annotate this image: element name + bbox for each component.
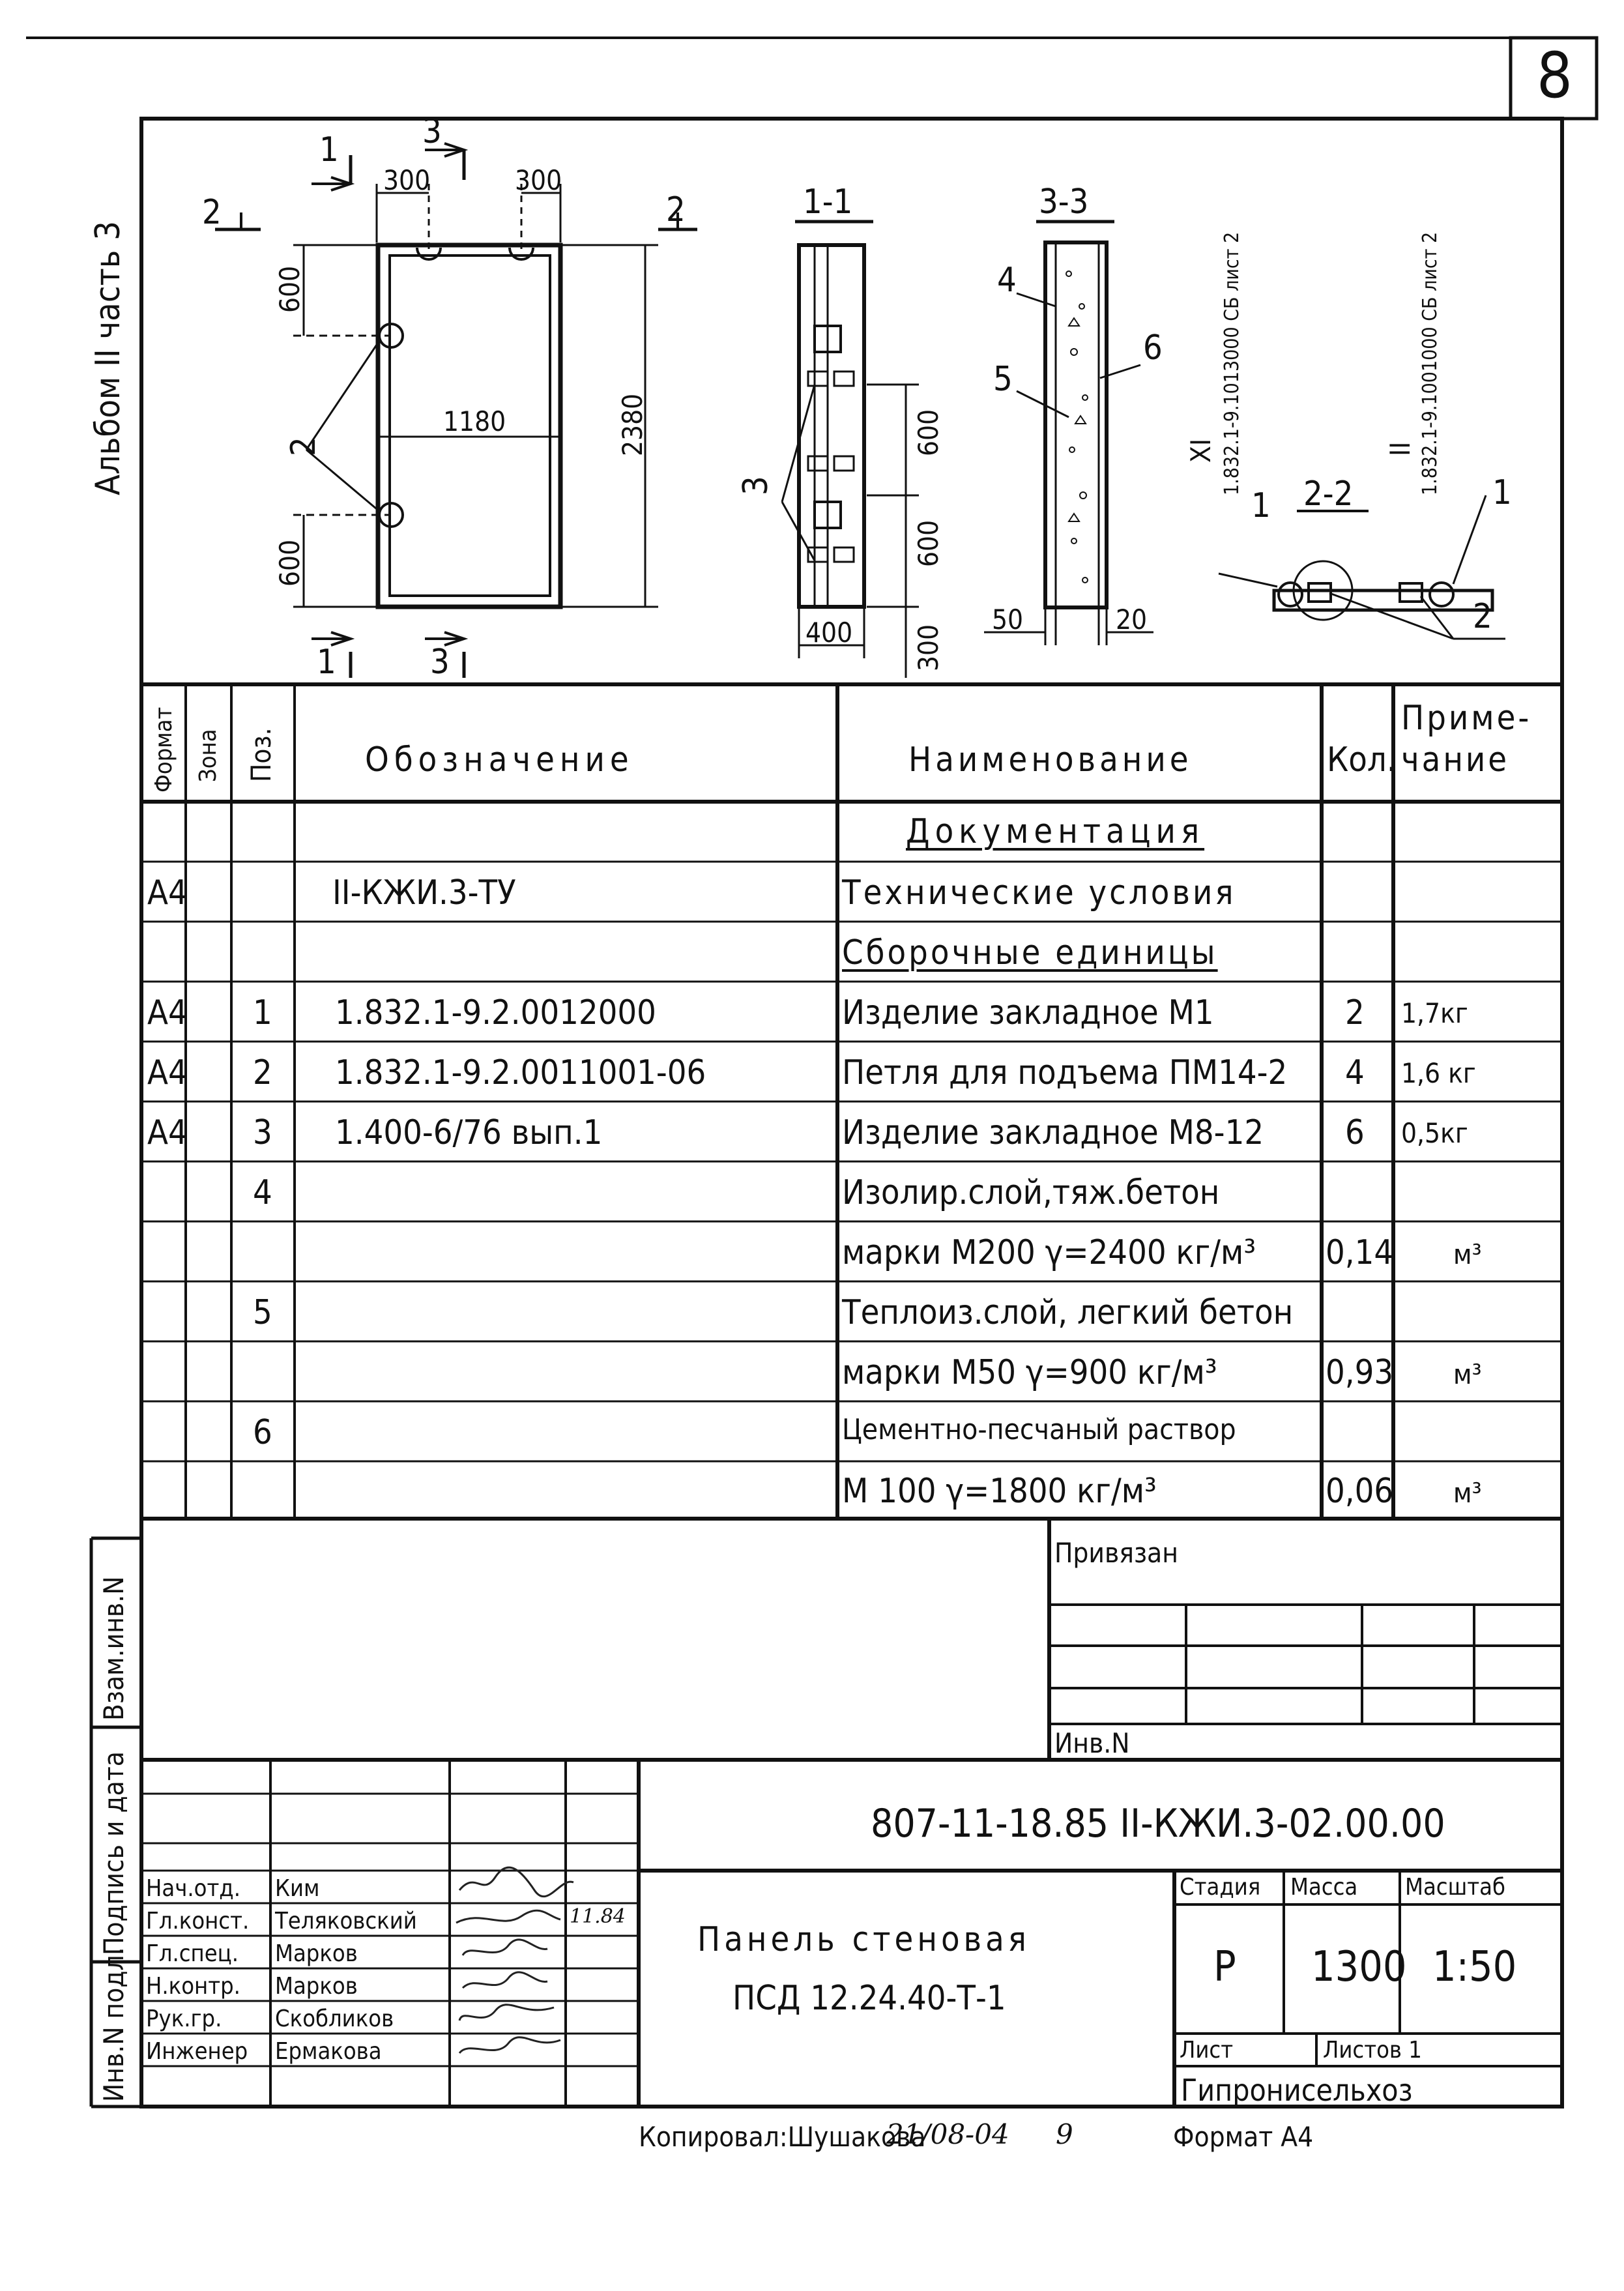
person-1: Теляковский bbox=[275, 1908, 417, 1934]
footer-format: Формат А4 bbox=[1173, 2121, 1314, 2153]
sign-date: 11.84 bbox=[570, 1905, 626, 1928]
person-4: Скобликов bbox=[275, 2006, 394, 2032]
plan-cut-2-left: 2 bbox=[202, 193, 222, 232]
mass-label: Масса bbox=[1290, 1874, 1358, 1901]
sheets-label: Листов 1 bbox=[1323, 2037, 1422, 2064]
spec-row-1-name: Технические условия bbox=[842, 873, 1236, 912]
side-stamp-inv-podl: Инв.N подл. bbox=[98, 1947, 130, 2102]
plan-cut-1-top: 1 bbox=[319, 130, 339, 169]
section-2-2-title: 2-2 bbox=[1303, 474, 1354, 514]
spec-row-4-pos: 2 bbox=[253, 1053, 272, 1092]
role-3: Н.контр. bbox=[146, 1973, 240, 2000]
section-2-2-ref-left: 1 bbox=[1251, 486, 1271, 525]
spec-row-5-note: 0,5кг bbox=[1401, 1117, 1468, 1149]
album-label: Альбом II часть 3 bbox=[89, 221, 128, 495]
person-3: Марков bbox=[275, 1973, 358, 2000]
spec-row-9-note: м³ bbox=[1453, 1358, 1482, 1390]
spec-row-1-format: А4 bbox=[147, 873, 188, 912]
person-5: Ермакова bbox=[275, 2038, 382, 2065]
product-mark: ПСД 12.24.40-Т-1 bbox=[732, 1979, 1006, 2018]
spec-row-8-pos: 5 bbox=[253, 1293, 272, 1332]
plan-leader-2: 2 bbox=[284, 437, 323, 456]
spec-header-pos: Поз. bbox=[245, 727, 277, 782]
role-5: Инженер bbox=[146, 2038, 248, 2065]
spec-row-3-format: А4 bbox=[147, 993, 188, 1032]
spec-row-4-note: 1,6 кг bbox=[1401, 1057, 1476, 1089]
dim-1-1-bottom: 300 bbox=[912, 624, 944, 671]
spec-row-3-note: 1,7кг bbox=[1401, 997, 1468, 1029]
sheet-number: 8 bbox=[1537, 39, 1573, 112]
section-2-2-ref-right: 1 bbox=[1492, 473, 1512, 512]
spec-row-3-name: Изделие закладное М1 bbox=[842, 993, 1214, 1032]
ref-xi-roman: XI bbox=[1185, 438, 1217, 463]
dim-plan-height: 2380 bbox=[616, 393, 648, 456]
role-2: Гл.спец. bbox=[146, 1940, 239, 1967]
section-3-3-pos6: 6 bbox=[1143, 328, 1163, 368]
dim-plan-width: 1180 bbox=[443, 405, 506, 437]
spec-row-4-name: Петля для подъема ПМ14-2 bbox=[842, 1053, 1288, 1092]
spec-header-note-1: Приме- bbox=[1401, 699, 1532, 738]
dim-1-1-a: 600 bbox=[912, 409, 944, 456]
dim-plan-lower: 600 bbox=[274, 539, 306, 587]
spec-row-6-pos: 4 bbox=[253, 1173, 272, 1212]
spec-row-0-name: Документация bbox=[906, 812, 1205, 851]
spec-row-11-name: М 100 γ=1800 кг/м³ bbox=[842, 1472, 1157, 1511]
spec-row-11-qty: 0,06 bbox=[1326, 1472, 1394, 1511]
role-4: Рук.гр. bbox=[146, 2006, 222, 2032]
spec-row-7-qty: 0,14 bbox=[1326, 1233, 1394, 1272]
stage-value: Р bbox=[1213, 1943, 1236, 1991]
plan-cut-3-top: 3 bbox=[422, 112, 442, 151]
spec-row-5-designation: 1.400-6/76 вып.1 bbox=[335, 1113, 603, 1152]
spec-row-1-designation: II-КЖИ.3-ТУ bbox=[332, 873, 516, 912]
ref-xi-text: 1.832.1-9.1013000 СБ лист 2 bbox=[1221, 231, 1243, 495]
spec-header-designation: Обозначение bbox=[365, 740, 634, 780]
section-3-3-title: 3-3 bbox=[1039, 182, 1089, 222]
scale-label: Масштаб bbox=[1405, 1874, 1505, 1901]
ref-ii-roman: II bbox=[1384, 441, 1416, 456]
spec-row-5-name: Изделие закладное М8-12 bbox=[842, 1113, 1264, 1152]
person-2: Марков bbox=[275, 1940, 358, 1967]
signatures bbox=[456, 1867, 573, 2053]
role-0: Нач.отд. bbox=[146, 1875, 240, 1902]
scale-value: 1:50 bbox=[1432, 1943, 1517, 1991]
mass-value: 1300 bbox=[1311, 1943, 1407, 1991]
spec-header-note-2: чание bbox=[1401, 740, 1510, 780]
spec-row-4-designation: 1.832.1-9.2.0011001-06 bbox=[335, 1053, 706, 1092]
spec-header-name: Наименование bbox=[908, 740, 1193, 780]
spec-row-4-format: А4 bbox=[147, 1053, 188, 1092]
person-0: Ким bbox=[275, 1875, 320, 1902]
side-stamp-podpis: Подпись и дата bbox=[98, 1751, 130, 1955]
spec-row-10-pos: 6 bbox=[253, 1413, 272, 1452]
product-name: Панель стеновая bbox=[697, 1920, 1030, 1959]
footer-copied: Копировал:Шушакова bbox=[639, 2121, 926, 2153]
footer-copied-num: 9 bbox=[1056, 2118, 1073, 2150]
spec-row-6-name: Изолир.слой,тяж.бетон bbox=[842, 1173, 1220, 1212]
title-code: 807-11-18.85 II-КЖИ.3-02.00.00 bbox=[871, 1801, 1445, 1846]
section-2-2-leader: 2 bbox=[1473, 597, 1492, 636]
sheet-label: Лист bbox=[1180, 2037, 1234, 2064]
spec-row-2-name: Сборочные единицы bbox=[842, 933, 1218, 972]
plan-cut-2-right: 2 bbox=[666, 190, 686, 229]
spec-header-zone: Зона bbox=[195, 729, 222, 782]
dim-1-1-width: 400 bbox=[805, 617, 853, 649]
spec-row-9-name: марки М50 γ=900 кг/м³ bbox=[842, 1353, 1217, 1392]
dim-3-3-left: 50 bbox=[992, 604, 1024, 635]
footer-copied-date: 21/08-04 bbox=[886, 2118, 1009, 2150]
ref-ii-text: 1.832.1-9.1001000 СБ лист 2 bbox=[1419, 231, 1442, 495]
privyazan-inv: Инв.N bbox=[1054, 1727, 1130, 1759]
stage-label: Стадия bbox=[1180, 1874, 1261, 1901]
spec-row-5-pos: 3 bbox=[253, 1113, 272, 1152]
spec-row-3-qty: 2 bbox=[1345, 993, 1365, 1032]
side-stamp-vzam: Взам.инв.N bbox=[98, 1576, 130, 1721]
org-name: Гипронисельхоз bbox=[1181, 2073, 1413, 2108]
plan-cut-1-bottom: 1 bbox=[317, 643, 336, 682]
spec-row-8-name: Теплоиз.слой, легкий бетон bbox=[842, 1293, 1294, 1332]
spec-row-11-note: м³ bbox=[1453, 1477, 1482, 1509]
spec-header-qty: Кол. bbox=[1327, 740, 1397, 780]
spec-row-5-format: А4 bbox=[147, 1113, 188, 1152]
spec-row-10-name: Цементно-песчаный раствор bbox=[842, 1413, 1236, 1446]
plan-cut-3-bottom: 3 bbox=[430, 643, 450, 682]
spec-row-3-pos: 1 bbox=[253, 993, 272, 1032]
dim-plan-upper: 600 bbox=[274, 265, 306, 313]
section-3-3-pos5: 5 bbox=[993, 360, 1013, 399]
spec-row-7-name: марки М200 γ=2400 кг/м³ bbox=[842, 1233, 1256, 1272]
role-1: Гл.конст. bbox=[146, 1908, 250, 1934]
section-3-3-pos4: 4 bbox=[997, 261, 1017, 300]
spec-row-9-qty: 0,93 bbox=[1326, 1353, 1394, 1392]
spec-header-format: Формат bbox=[151, 707, 177, 793]
privyazan-label: Привязан bbox=[1054, 1537, 1178, 1569]
spec-row-5-qty: 6 bbox=[1345, 1113, 1365, 1152]
spec-row-4-qty: 4 bbox=[1345, 1053, 1365, 1092]
dim-3-3-right: 20 bbox=[1116, 604, 1148, 635]
dim-1-1-b: 600 bbox=[912, 519, 944, 567]
section-1-1-leader: 3 bbox=[736, 476, 776, 495]
dim-plan-top-left: 300 bbox=[383, 164, 431, 196]
spec-row-3-designation: 1.832.1-9.2.0012000 bbox=[335, 993, 656, 1032]
spec-row-7-note: м³ bbox=[1453, 1238, 1482, 1270]
dim-plan-top-right: 300 bbox=[515, 164, 562, 196]
section-1-1-title: 1-1 bbox=[803, 182, 853, 222]
